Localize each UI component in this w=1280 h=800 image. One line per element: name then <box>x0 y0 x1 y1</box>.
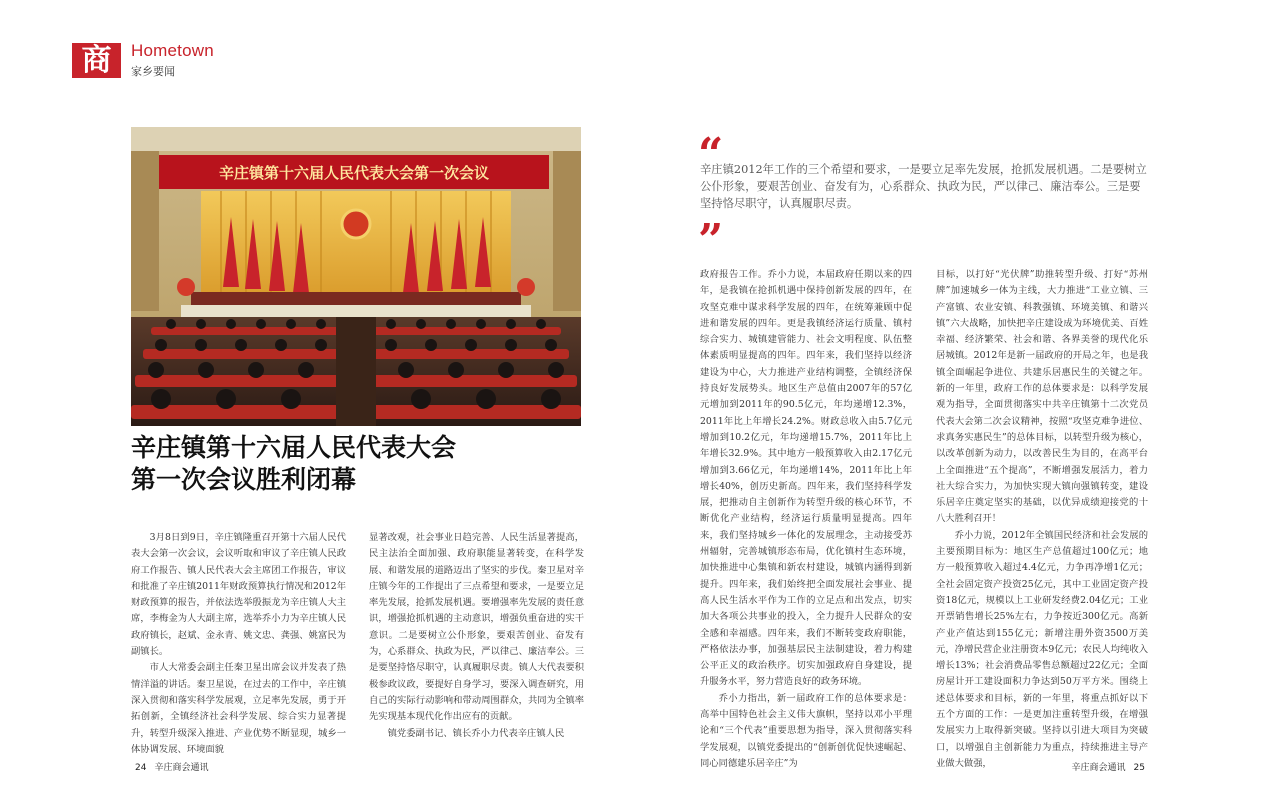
paragraph: 目标，以打好“光伏牌”助推转型升级、打好“苏州牌”加速城乡一体为主线，大力推进“工业立镇、三产富镇、农业安镇、科教强镇、环境美镇、和谐兴镇”六大战略，加快把辛庄建设成为环境优美、百姓幸福、经济繁荣、社会和谐、各界美誉的现代化乐居城镇。2012年是新一届政府的开局之年，也是我镇全面崛起争进位、共建乐居惠民生的关键之年。新的一年里，政府工作的总体要求是：以科学发展观为指导，全面贯彻落实中共辛庄镇第十二次党员代表大会第二次会议精神，按照“攻坚克难争进位、求真务实惠民生”的总体目标，以转型升级为核心，以改革创新为动力，以改善民生为目的，在高平台上全面推进“五个提高”，不断增强发展活力，着力社大综合实力，为加快实现大镇向强镇转变，建设乐居辛庄奠定坚实的基础，以优异成绩迎接党的十八大胜利召开！ <box>936 269 1148 525</box>
open-quote-icon: “ <box>698 129 724 180</box>
publication-title: 辛庄商会通讯 <box>154 763 209 773</box>
paragraph: 政府报告工作。乔小力说，本届政府任期以来的四年，是我镇在抢抓机遇中保持创新发展的四年，在攻坚克难中谋求科学发展的四年，在统筹兼顾中促进和谐发展的四年。更是我镇经济运行质量、镇村综合实力、城镇建管能力、社会文明程度、队伍整体素质明显提高的四年。四年来，我们坚持以经济建设为中心，大力推进产业结构调整，全镇经济保持良好发展势头。地区生产总值由2007年的57亿元增加到2011年的90.5亿元，年均递增12.3%，2011年比上年增长24.2%。财政总收入由5.7亿元增加到10.2亿元，年均递增15.7%，2011年比上年增长32.9%。其中地方一般预算收入由2.17亿元增加到3.66亿元，年均递增14%，2011年比上年增长40%，创历史新高。四年来，我们坚持科学发展，把推动自主创新作为转型升级的核心环节，不断优化产业结构，经济运行质量明显提高。四年来，我们坚持城乡一体化的发展理念，主动接受苏州辐射，完善城镇形态布局，优化镇村生态环境，加快推进中心集镇和新农村建设，城镇内涵得到新提升。四年来，我们始终把全面发展社会事业、提高人民生活水平作为工作的立足点和出发点，切实加大各项公共事业的投入，全力提升人民群众的安全感和幸福感。四年来，我们不断转变政府职能，严格依法办事，加强基层民主法制建设，着力构建公平正义的政治秩序。切实加强政府自身建设，提升服务水平，努力营造良好的政务环境。 <box>700 269 912 688</box>
section-logo: 商 <box>72 43 121 78</box>
paragraph: 显著改观，社会事业日趋完善、人民生活显著提高，民主法治全面加强、政府职能显著转变，在科学发展、和谐发展的道路迈出了坚实的步伐。秦卫星对辛庄镇今年的工作提出了三点希望和要求，一是要立足率先发展，抢抓发展机遇。要增强率先发展的责任意识，增强抢抓机遇的主动意识，增强负重奋进的实干意识。二是要树立公仆形象，要艰苦创业、奋发有为，心系群众、执政为民，严以律己、廉洁奉公。三是要坚持恪尽职守，认真履职尽责。镇人大代表要积极参政议政，要提好自身学习，要深入调查研究，用自己的实际行动影响和带动周围群众，共同为全镇率先实现基本现代化作出应有的贡献。 <box>369 532 584 723</box>
article-headline <box>131 432 591 496</box>
paragraph: 乔小力指出，新一届政府工作的总体要求是：高举中国特色社会主义伟大旗帜，坚持以邓小平理论和“三个代表”重要思想为指导，深入贯彻落实科学发展观，以镇党委提出的“创新创优促快速崛起、同心同德建乐居辛庄”为 <box>700 692 912 769</box>
publication-title: 辛庄商会通讯 <box>1071 763 1126 773</box>
page-number: 24 <box>135 763 147 773</box>
section-title-cn: 家乡要闻 <box>131 65 175 78</box>
paragraph: 3月8日到9日，辛庄镇隆重召开第十六届人民代表大会第一次会议，会议听取和审议了辛庄镇人民政府工作报告、镇人民代表大会主席团工作报告，审议和批准了辛庄镇2011年财政预算执行情况和2012年财政预算的报告，并依法选举殷振龙为辛庄镇人大主席，李梅金为人大副主席，选举乔小力为辛庄镇人民政府镇长，赵斌、金永青、姚文忠、龚强、姚富民为副镇长。 <box>131 532 346 658</box>
paragraph: 市人大常委会副主任秦卫星出席会议并发表了热情洋溢的讲话。秦卫星说，在过去的工作中，辛庄镇深入贯彻和落实科学发展观，立足率先发展，勇于开拓创新，全镇经济社会科学发展、综合实力显著提升，转型升级深入推进、产业优势不断显现，城乡一体协调发展、环境面貌 <box>131 662 346 755</box>
headline-line-1: 辛庄镇第十六届人民代表大会 <box>131 433 457 462</box>
pull-quote: 辛庄镇2012年工作的三个希望和要求，一是要立足率先发展，抢抓发展机遇。二是要树立公仆形象，要艰苦创业、奋发有为，心系群众、执政为民，严以律己、廉洁奉公。三是要坚持恪尽职守，认真履职尽责。 <box>700 163 1147 210</box>
footer-left <box>131 760 212 773</box>
body-column-1 <box>131 530 346 755</box>
meeting-photo <box>131 127 581 426</box>
page-number: 25 <box>1133 763 1145 773</box>
section-title-en: Hometown <box>131 41 214 60</box>
footer-right <box>1068 760 1149 773</box>
body-column-2 <box>369 530 584 748</box>
close-quote-icon: ” <box>698 215 724 266</box>
headline-line-2: 第一次会议胜利闭幕 <box>131 465 357 494</box>
paragraph: 镇党委副书记、镇长乔小力代表辛庄镇人民 <box>387 727 565 739</box>
banner-text: 辛庄镇第十六届人民代表大会第一次会议 <box>218 164 490 182</box>
paragraph: 乔小力说，2012年全镇国民经济和社会发展的主要预期目标为：地区生产总值超过100亿元；地方一般预算收入超过4.4亿元，力争再净增1亿元；全社会固定资产投资25亿元，其中工业固定资产投资18亿元，规模以上工业研发经费2.04亿元；工业开票销售增长25%左右，力争按近300亿元。高新产业产值达到155亿元；新增注册外资3500万美元，净增民营企业注册资本9亿元；农民人均纯收入增长13%；社会消费品零售总额超过22亿元；全面房屋计开工建设面积力争达到50万平方米。围绕上述总体要求和目标，新的一年里，将重点抓好以下五个方面的工作：一是更加注重转型升级，在增强发展实力上取得新突破。坚持以引进大项目为突破口，以增强自主创新能力为重点，持续推进主导产业做大做强， <box>936 529 1148 769</box>
body-column-3 <box>700 267 912 769</box>
